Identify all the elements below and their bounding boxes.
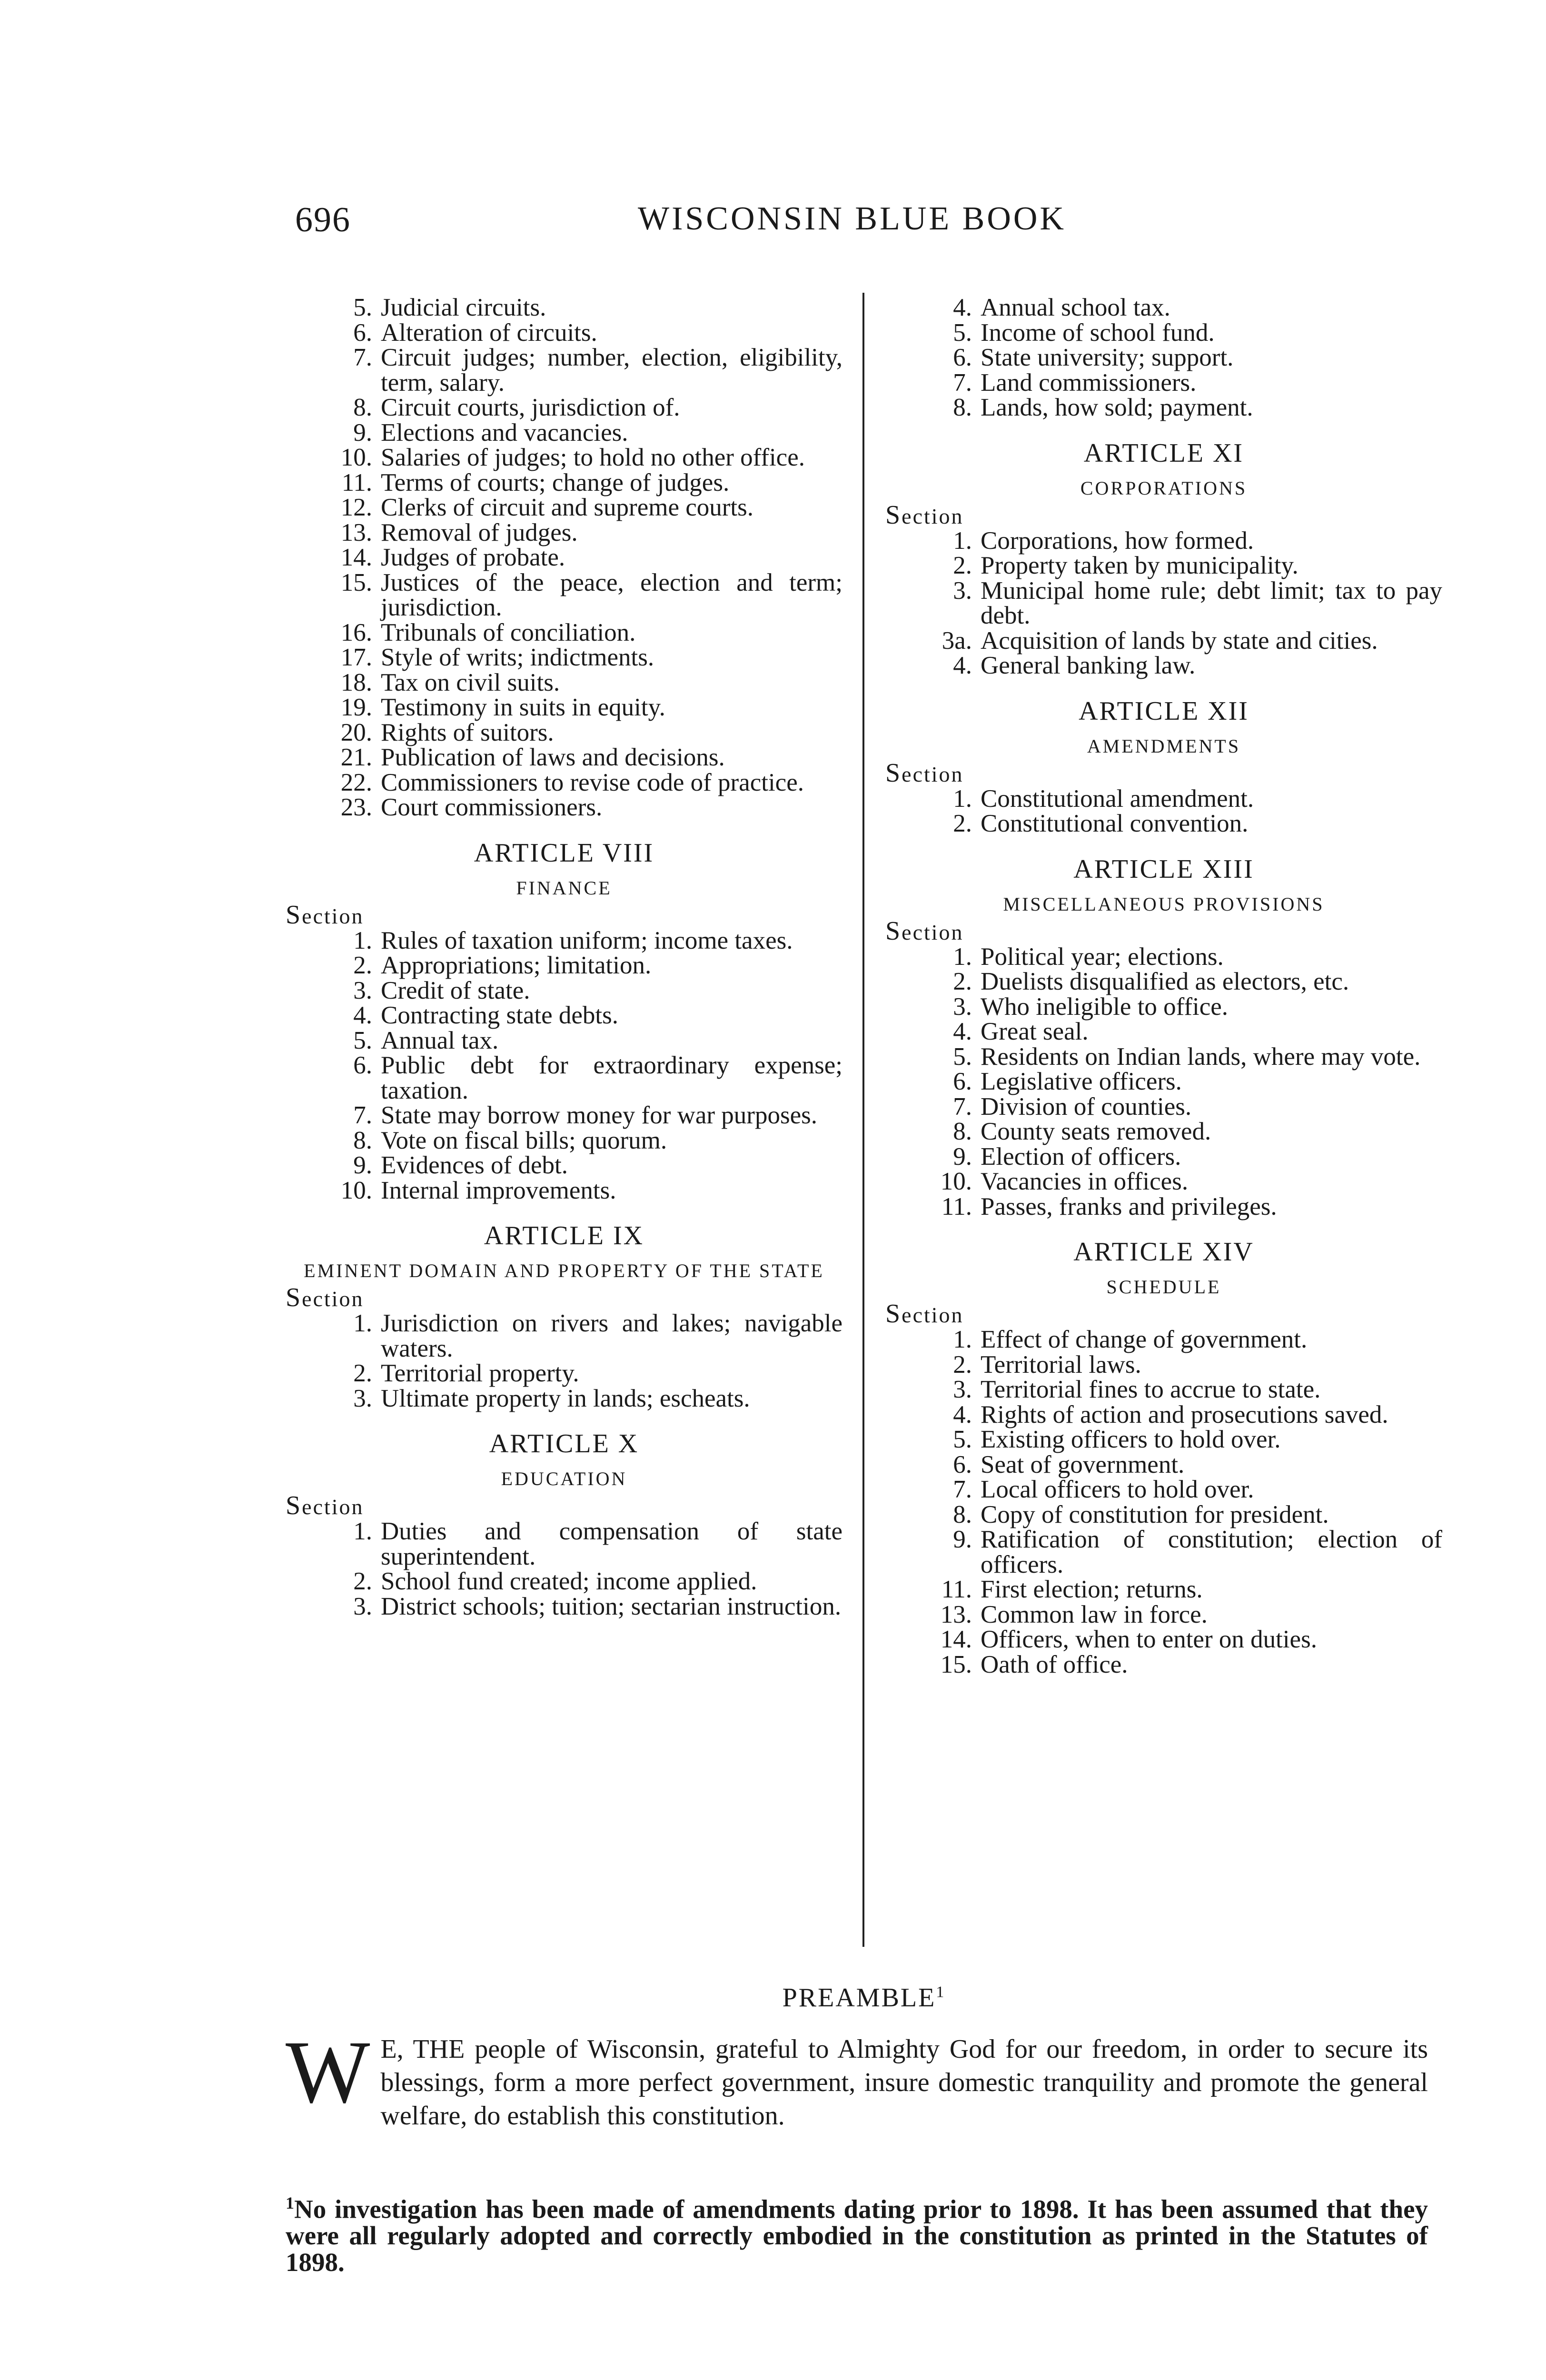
item-number: 8. [353,394,372,421]
item-text: Tax on civil suits. [381,668,560,696]
article-subtitle-xi: CORPORATIONS [1080,477,1248,499]
item-text: Rights of suitors. [381,718,554,746]
list-item [286,1594,842,1619]
list-item [885,1069,1442,1094]
article-subtitle-xii: AMENDMENTS [1087,735,1241,757]
list-item [286,770,842,795]
item-text: Court commissioners. [381,793,603,821]
item-text: Acquisition of lands by state and cities. [981,626,1378,654]
list-item [286,645,842,670]
item-text: Appropriations; limitation. [381,952,652,979]
item-text: Judges of probate. [381,544,565,571]
item-number: 11. [941,1576,972,1603]
item-number: 10. [340,1176,372,1204]
list-item [885,1327,1442,1352]
item-number: 7. [953,368,972,397]
article-title-xiv: ARTICLE XIV [1073,1237,1254,1267]
item-number: 7. [953,1092,972,1121]
list-item [885,1019,1442,1044]
right-column [885,295,1442,1677]
running-title: WISCONSIN BLUE BOOK [638,200,1066,237]
article-title-viii: ARTICLE VIII [474,838,654,868]
item-text: General banking law. [981,652,1196,679]
item-number: 2. [953,968,972,995]
list-item [286,953,842,978]
list-item [286,495,842,520]
item-text: Income of school fund. [981,318,1215,347]
item-number: 11. [941,1192,972,1220]
item-number: 20. [340,718,372,746]
item-text: Duties and compensation of state superintendent. [381,1517,842,1570]
item-number: 8. [353,1126,372,1154]
item-text: Justices of the peace, election and term; jurisdiction. [381,568,842,621]
list-item [286,620,842,645]
item-number: 1. [953,942,972,971]
item-text: Rights of action and prosecutions saved. [981,1400,1388,1428]
item-number: 8. [953,1118,972,1145]
item-text: Clerks of circuit and supreme courts. [381,494,753,521]
item-text: Evidences of debt. [381,1151,568,1179]
item-text: Annual school tax. [981,294,1170,321]
item-number: 7. [353,344,372,371]
item-number: 18. [340,668,372,696]
list-item [885,295,1442,320]
list-item [286,1028,842,1053]
item-text: Corporations, how formed. [981,526,1254,555]
list-item [286,1178,842,1203]
list-item [885,320,1442,346]
item-number: 2. [353,1567,372,1595]
list-item [885,370,1442,396]
item-number: 3. [353,1384,372,1412]
item-text: Property taken by municipality. [981,552,1298,579]
list-item [885,395,1442,420]
list-item [885,1352,1442,1378]
item-number: 7. [353,1101,372,1129]
item-number: 7. [953,1476,972,1503]
item-text: Circuit courts, jurisdiction of. [381,394,680,421]
list-item [286,570,842,620]
list-item [885,1119,1442,1144]
article-title-ix: ARTICLE IX [484,1221,644,1250]
list-item [885,1577,1442,1602]
item-number: 6. [953,344,972,371]
item-number: 11. [341,468,372,496]
item-number: 3a. [941,626,972,654]
item-number: 13. [340,518,372,546]
item-text: Credit of state. [381,976,530,1004]
section-label: Section [286,1491,364,1520]
list-item [286,470,842,496]
list-item [885,786,1442,812]
list-item [286,320,842,346]
item-text: Seat of government. [981,1450,1185,1478]
list-item [286,1386,842,1411]
item-text: Common law in force. [981,1600,1208,1628]
item-text: Jurisdiction on rivers and lakes; navigable waters. [381,1309,842,1362]
list-item [885,1402,1442,1428]
item-number: 1. [953,1326,972,1353]
item-number: 2. [353,952,372,979]
item-text: Oath of office. [981,1650,1128,1678]
article-title-xiii: ARTICLE XIII [1073,854,1254,884]
list-item [286,1519,842,1569]
list-item [885,1527,1442,1577]
item-number: 1. [353,1517,372,1545]
article-title-xii: ARTICLE XII [1079,696,1249,726]
item-number: 3. [353,976,372,1004]
list-item [286,420,842,446]
item-number: 9. [953,1142,972,1170]
item-number: 14. [340,544,372,571]
list-item [885,528,1442,554]
item-text: Local officers to hold over. [981,1476,1254,1503]
item-number: 9. [353,418,372,446]
item-text: Passes, franks and privileges. [981,1192,1277,1220]
list-item [286,1128,842,1153]
left-column [286,295,842,1619]
list-item [286,695,842,720]
item-text: Territorial property. [381,1359,579,1387]
item-number: 3. [953,576,972,605]
footnote-marker: 1 [286,2193,294,2212]
item-text: First election; returns. [981,1576,1203,1603]
list-item [286,1569,842,1594]
item-number: 6. [953,1450,972,1478]
footnote [286,2190,1428,2276]
list-item [286,345,842,395]
item-text: Circuit judges; number, election, eligibility, term, salary. [381,344,842,397]
item-text: Division of counties. [981,1092,1192,1121]
list-item [885,1652,1442,1677]
preamble-text: E, THE people of Wisconsin, grateful to Almighty God for our freedom, in order to secure its blessings, form a more perfect government, insure domestic tranquility and promote the general welfare, do establish this constitution. [380,2034,1428,2131]
list-item [885,1477,1442,1502]
item-text: Vote on fiscal bills; quorum. [381,1126,667,1154]
item-text: County seats removed. [981,1118,1211,1145]
item-text: Lands, how sold; payment. [981,394,1253,421]
item-text: State may borrow money for war purposes. [381,1101,817,1129]
article-subtitle-xiv: SCHEDULE [1106,1276,1221,1298]
list-item [286,928,842,953]
preamble-text-block [286,2022,1428,2132]
item-text: Land commissioners. [981,368,1197,397]
drop-cap: W [286,2022,370,2122]
list-item [885,345,1442,370]
list-item [885,1144,1442,1170]
item-text: Style of writs; indictments. [381,644,654,671]
item-number: 16. [340,618,372,646]
item-number: 2. [953,810,972,837]
item-text: Residents on Indian lands, where may vote. [981,1042,1421,1071]
item-text: Territorial laws. [981,1350,1141,1378]
item-number: 21. [340,744,372,771]
preamble-title: PREAMBLE [782,1983,936,2013]
item-text: Alteration of circuits. [381,318,597,347]
list-item [885,811,1442,836]
preamble-heading [286,1983,1442,2013]
list-item [286,545,842,570]
list-item [885,1627,1442,1652]
item-number: 19. [340,694,372,721]
list-item [286,1153,842,1178]
article-subtitle-ix: EMINENT DOMAIN AND PROPERTY OF THE STATE [304,1260,824,1281]
item-number: 3. [953,1376,972,1403]
item-number: 5. [953,1426,972,1453]
list-item [286,1103,842,1128]
item-number: 23. [340,793,372,821]
item-number: 1. [953,784,972,813]
article-subtitle-xiii: MISCELLANEOUS PROVISIONS [1003,893,1325,915]
list-item [286,520,842,545]
section-label: Section [885,1299,964,1329]
item-number: 17. [340,644,372,671]
item-number: 5. [953,1042,972,1071]
article-subtitle-x: EDUCATION [501,1468,627,1489]
list-item [885,994,1442,1020]
item-text: Officers, when to enter on duties. [981,1626,1317,1653]
item-text: School fund created; income applied. [381,1567,757,1595]
item-number: 1. [353,1309,372,1337]
list-item [286,720,842,745]
item-text: Effect of change of government. [981,1326,1308,1353]
item-number: 13. [940,1600,972,1628]
item-text: Judicial circuits. [381,294,546,321]
list-item [885,1427,1442,1452]
article-title-x: ARTICLE X [489,1429,639,1458]
list-item [885,944,1442,970]
item-text: Existing officers to hold over. [981,1426,1281,1453]
item-text: Publication of laws and decisions. [381,744,725,771]
item-number: 2. [953,552,972,579]
list-item [885,1169,1442,1194]
item-number: 4. [953,1018,972,1045]
article-title-xi: ARTICLE XI [1083,438,1244,468]
item-number: 4. [953,652,972,679]
section-label: Section [286,1283,364,1312]
item-number: 10. [940,1168,972,1195]
list-item [286,670,842,695]
item-number: 3. [353,1592,372,1620]
item-text: Removal of judges. [381,518,578,546]
item-text: Testimony in suits in equity. [381,694,665,721]
item-text: Annual tax. [381,1026,499,1054]
list-item [885,578,1442,628]
list-item [286,1053,842,1103]
item-number: 6. [353,318,372,347]
item-number: 5. [353,294,372,321]
list-item [885,1502,1442,1527]
item-number: 6. [353,1051,372,1079]
list-item [286,978,842,1003]
item-text: Tribunals of conciliation. [381,618,636,646]
list-item [885,1377,1442,1402]
item-text: Ultimate property in lands; escheats. [381,1384,750,1412]
item-number: 12. [340,494,372,521]
section-label: Section [885,916,964,946]
list-item [885,1044,1442,1070]
list-item [286,445,842,470]
item-text: Copy of constitution for president. [981,1500,1329,1528]
item-number: 1. [353,926,372,954]
item-text: Territorial fines to accrue to state. [981,1376,1321,1403]
list-item [286,795,842,820]
item-number: 9. [953,1526,972,1553]
item-text: Constitutional convention. [981,810,1249,837]
list-item [286,1361,842,1386]
item-number: 4. [953,1400,972,1428]
item-text: Constitutional amendment. [981,784,1254,813]
item-text: Municipal home rule; debt limit; tax to pay debt. [981,576,1442,629]
section-label: Section [885,758,964,788]
item-number: 2. [953,1350,972,1378]
item-text: Great seal. [981,1018,1089,1045]
list-item [885,1452,1442,1478]
item-text: Salaries of judges; to hold no other office. [381,444,805,471]
list-item [885,628,1442,654]
preamble-footnote-marker: 1 [936,1983,946,2001]
page-header [295,200,1133,257]
item-number: 1. [953,526,972,555]
item-text: Vacancies in offices. [981,1168,1189,1195]
list-item [885,653,1442,678]
item-text: Election of officers. [981,1142,1181,1170]
item-number: 4. [953,294,972,321]
item-number: 8. [953,394,972,421]
item-number: 9. [353,1151,372,1179]
item-text: Terms of courts; change of judges. [381,468,730,496]
list-item [286,1003,842,1028]
list-item [885,1602,1442,1627]
item-number: 3. [953,992,972,1021]
item-text: Who ineligible to office. [981,992,1229,1021]
item-number: 4. [353,1002,372,1029]
column-divider [862,293,864,1947]
item-number: 14. [940,1626,972,1653]
item-text: Elections and vacancies. [381,418,628,446]
item-text: Duelists disqualified as electors, etc. [981,968,1349,995]
item-text: State university; support. [981,344,1234,371]
list-item [885,1194,1442,1220]
article-subtitle-viii: FINANCE [516,877,612,899]
item-number: 6. [953,1068,972,1095]
list-item [286,745,842,770]
list-item [885,553,1442,578]
item-number: 5. [953,318,972,347]
list-item [286,395,842,420]
item-number: 10. [340,444,372,471]
item-number: 15. [940,1650,972,1678]
item-text: Internal improvements. [381,1176,616,1204]
section-label: Section [885,500,964,530]
item-text: Commissioners to revise code of practice. [381,768,804,796]
section-label: Section [286,900,364,930]
item-text: Legislative officers. [981,1068,1182,1095]
item-number: 2. [353,1359,372,1387]
list-item [885,1094,1442,1120]
item-text: District schools; tuition; sectarian instruction. [381,1592,842,1620]
item-number: 15. [340,568,372,596]
item-text: Political year; elections. [981,942,1224,971]
item-number: 5. [353,1026,372,1054]
item-text: Contracting state debts. [381,1002,618,1029]
list-item [286,295,842,320]
item-text: Rules of taxation uniform; income taxes. [381,926,793,954]
item-text: Public debt for extraordinary expense; taxation. [381,1051,842,1104]
page-number: 696 [295,200,351,239]
list-item [885,969,1442,994]
item-text: Ratification of constitution; election of officers. [981,1526,1442,1578]
list-item [286,1311,842,1361]
footnote-text: No investigation has been made of amendments dating prior to 1898. It has been assumed that they were all regularly adopted and correctly embodied in the constitution as printed in the Statutes of 1898. [286,2194,1428,2277]
item-number: 8. [953,1500,972,1528]
item-number: 22. [340,768,372,796]
